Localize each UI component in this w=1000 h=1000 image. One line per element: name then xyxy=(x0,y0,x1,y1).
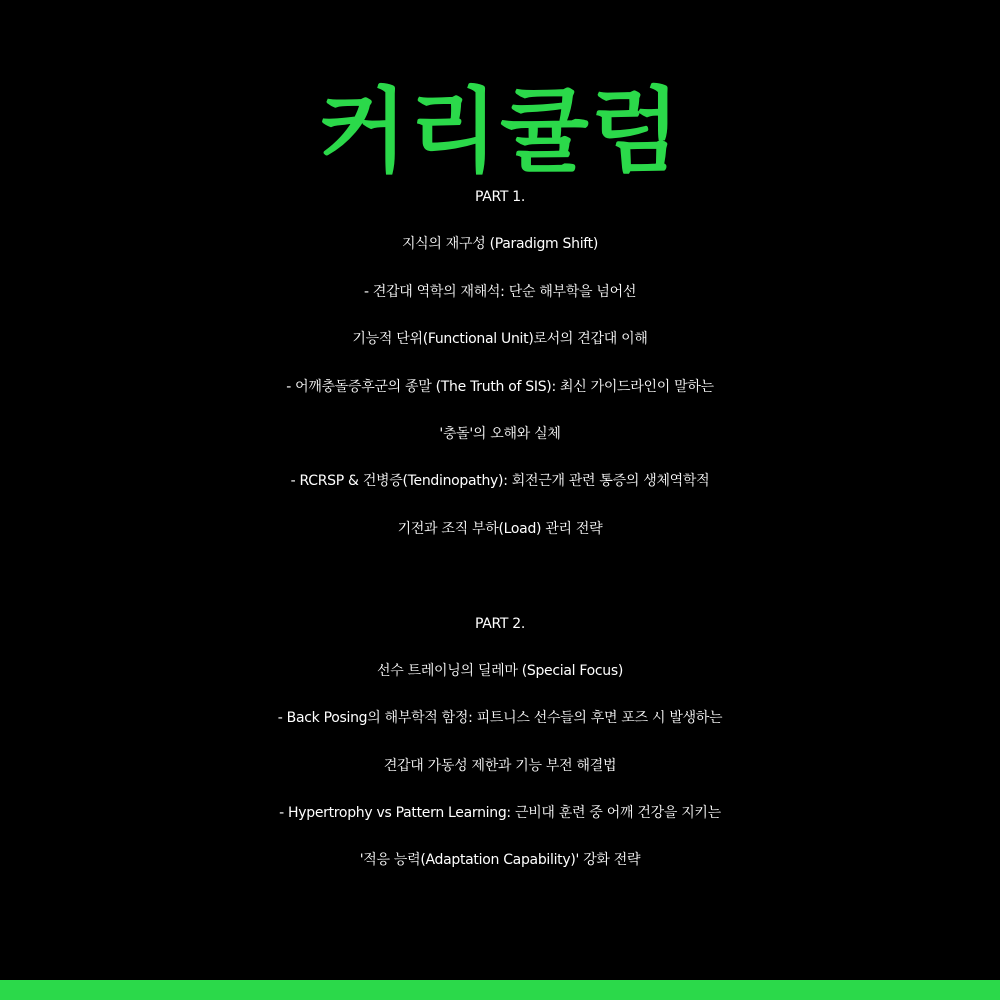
part1-heading: PART 1. xyxy=(474,189,526,205)
page-title: 커리큘럼 xyxy=(318,77,682,185)
part1-line: 기전과 조직 부하(Load) 관리 전략 xyxy=(397,520,603,537)
section-divider xyxy=(0,553,1000,600)
part1-line: - RCRSP & 건병증(Tendinopathy): 회전근개 관련 통증의 생체역학적 xyxy=(290,473,710,490)
curriculum-body xyxy=(0,174,1000,885)
part2-subtitle: 선수 트레이닝의 딜레마 (Special Focus) xyxy=(377,662,623,679)
part1-line: - 견갑대 역학의 재해석: 단순 해부학을 넘어선 xyxy=(363,283,637,300)
part2-heading: PART 2. xyxy=(474,615,526,632)
accent-bottom-bar xyxy=(0,980,1000,1000)
part1-subtitle: 지식의 재구성 (Paradigm Shift) xyxy=(401,236,599,253)
part1-line: 기능적 단위(Functional Unit)로서의 견갑대 이해 xyxy=(352,331,648,348)
part2-line: '적응 능력(Adaptation Capability)' 강화 전략 xyxy=(359,852,641,869)
part2-line: - Back Posing의 해부학적 함정: 피트니스 선수들의 후면 포즈 시 발생하는 xyxy=(277,710,723,727)
part2-line: 견갑대 가동성 제한과 기능 부전 해결법 xyxy=(383,757,617,774)
part2-line: - Hypertrophy vs Pattern Learning: 근비대 훈련 중 어깨 건강을 지키는 xyxy=(279,805,721,822)
part1-line: - 어깨충돌증후군의 종말 (The Truth of SIS): 최신 가이드라인이 말하는 xyxy=(286,378,714,395)
part1-line: '충돌'의 오해와 실체 xyxy=(439,425,561,442)
